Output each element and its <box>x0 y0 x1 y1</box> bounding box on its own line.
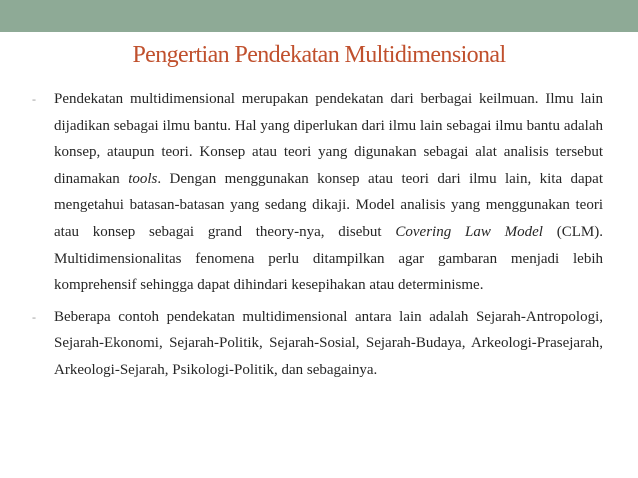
tools-term: tools <box>128 170 158 187</box>
covering-law-model-term: Covering Law Model <box>395 223 543 240</box>
definition-text-part: Pendekatan multidimensional merupakan pendekatan dari berbagai keilmuan. Ilmu lain dijadikan sebagai ilmu bantu. Hal yang diperlukan dari ilmu lain sebagai ilmu bantu adalah konsep, ataupun teori. Konsep atau teori yang digunakan sebagai alat analisis tersebut dinamakan <box>54 91 603 187</box>
definition-text-part: . Dengan menggunakan konsep atau teori dari ilmu lain, kita dapat mengetahui batasan-batasan yang sedang dikaji. Model analisis yang menggunakan teori atau konsep sebagai grand theory-nya, disebut <box>54 170 603 240</box>
examples-text: Beberapa contoh pendekatan multidimensional antara lain adalah Sejarah-Antropologi, Sejarah-Ekonomi, Sejarah-Politik, Sejarah-Sosial, Sejarah-Budaya, Arkeologi-Prasejarah, Arkeologi-Sejarah, Psikologi-Politik, dan sebagainya. <box>54 308 603 378</box>
slide-content <box>30 86 603 384</box>
bullet-examples <box>30 304 603 384</box>
header-band <box>0 0 638 32</box>
slide-title: Pengertian Pendekatan Multidimensional <box>132 42 506 68</box>
bullet-marker: - <box>32 309 36 324</box>
definition-text-part: (CLM). Multidimensionalitas fenomena perlu ditampilkan agar gambaran menjadi lebih komprehensif sehingga dapat dihindari kesepihakan atau determinisme. <box>54 223 604 294</box>
bullet-definition <box>30 86 603 299</box>
bullet-marker: - <box>32 92 36 106</box>
